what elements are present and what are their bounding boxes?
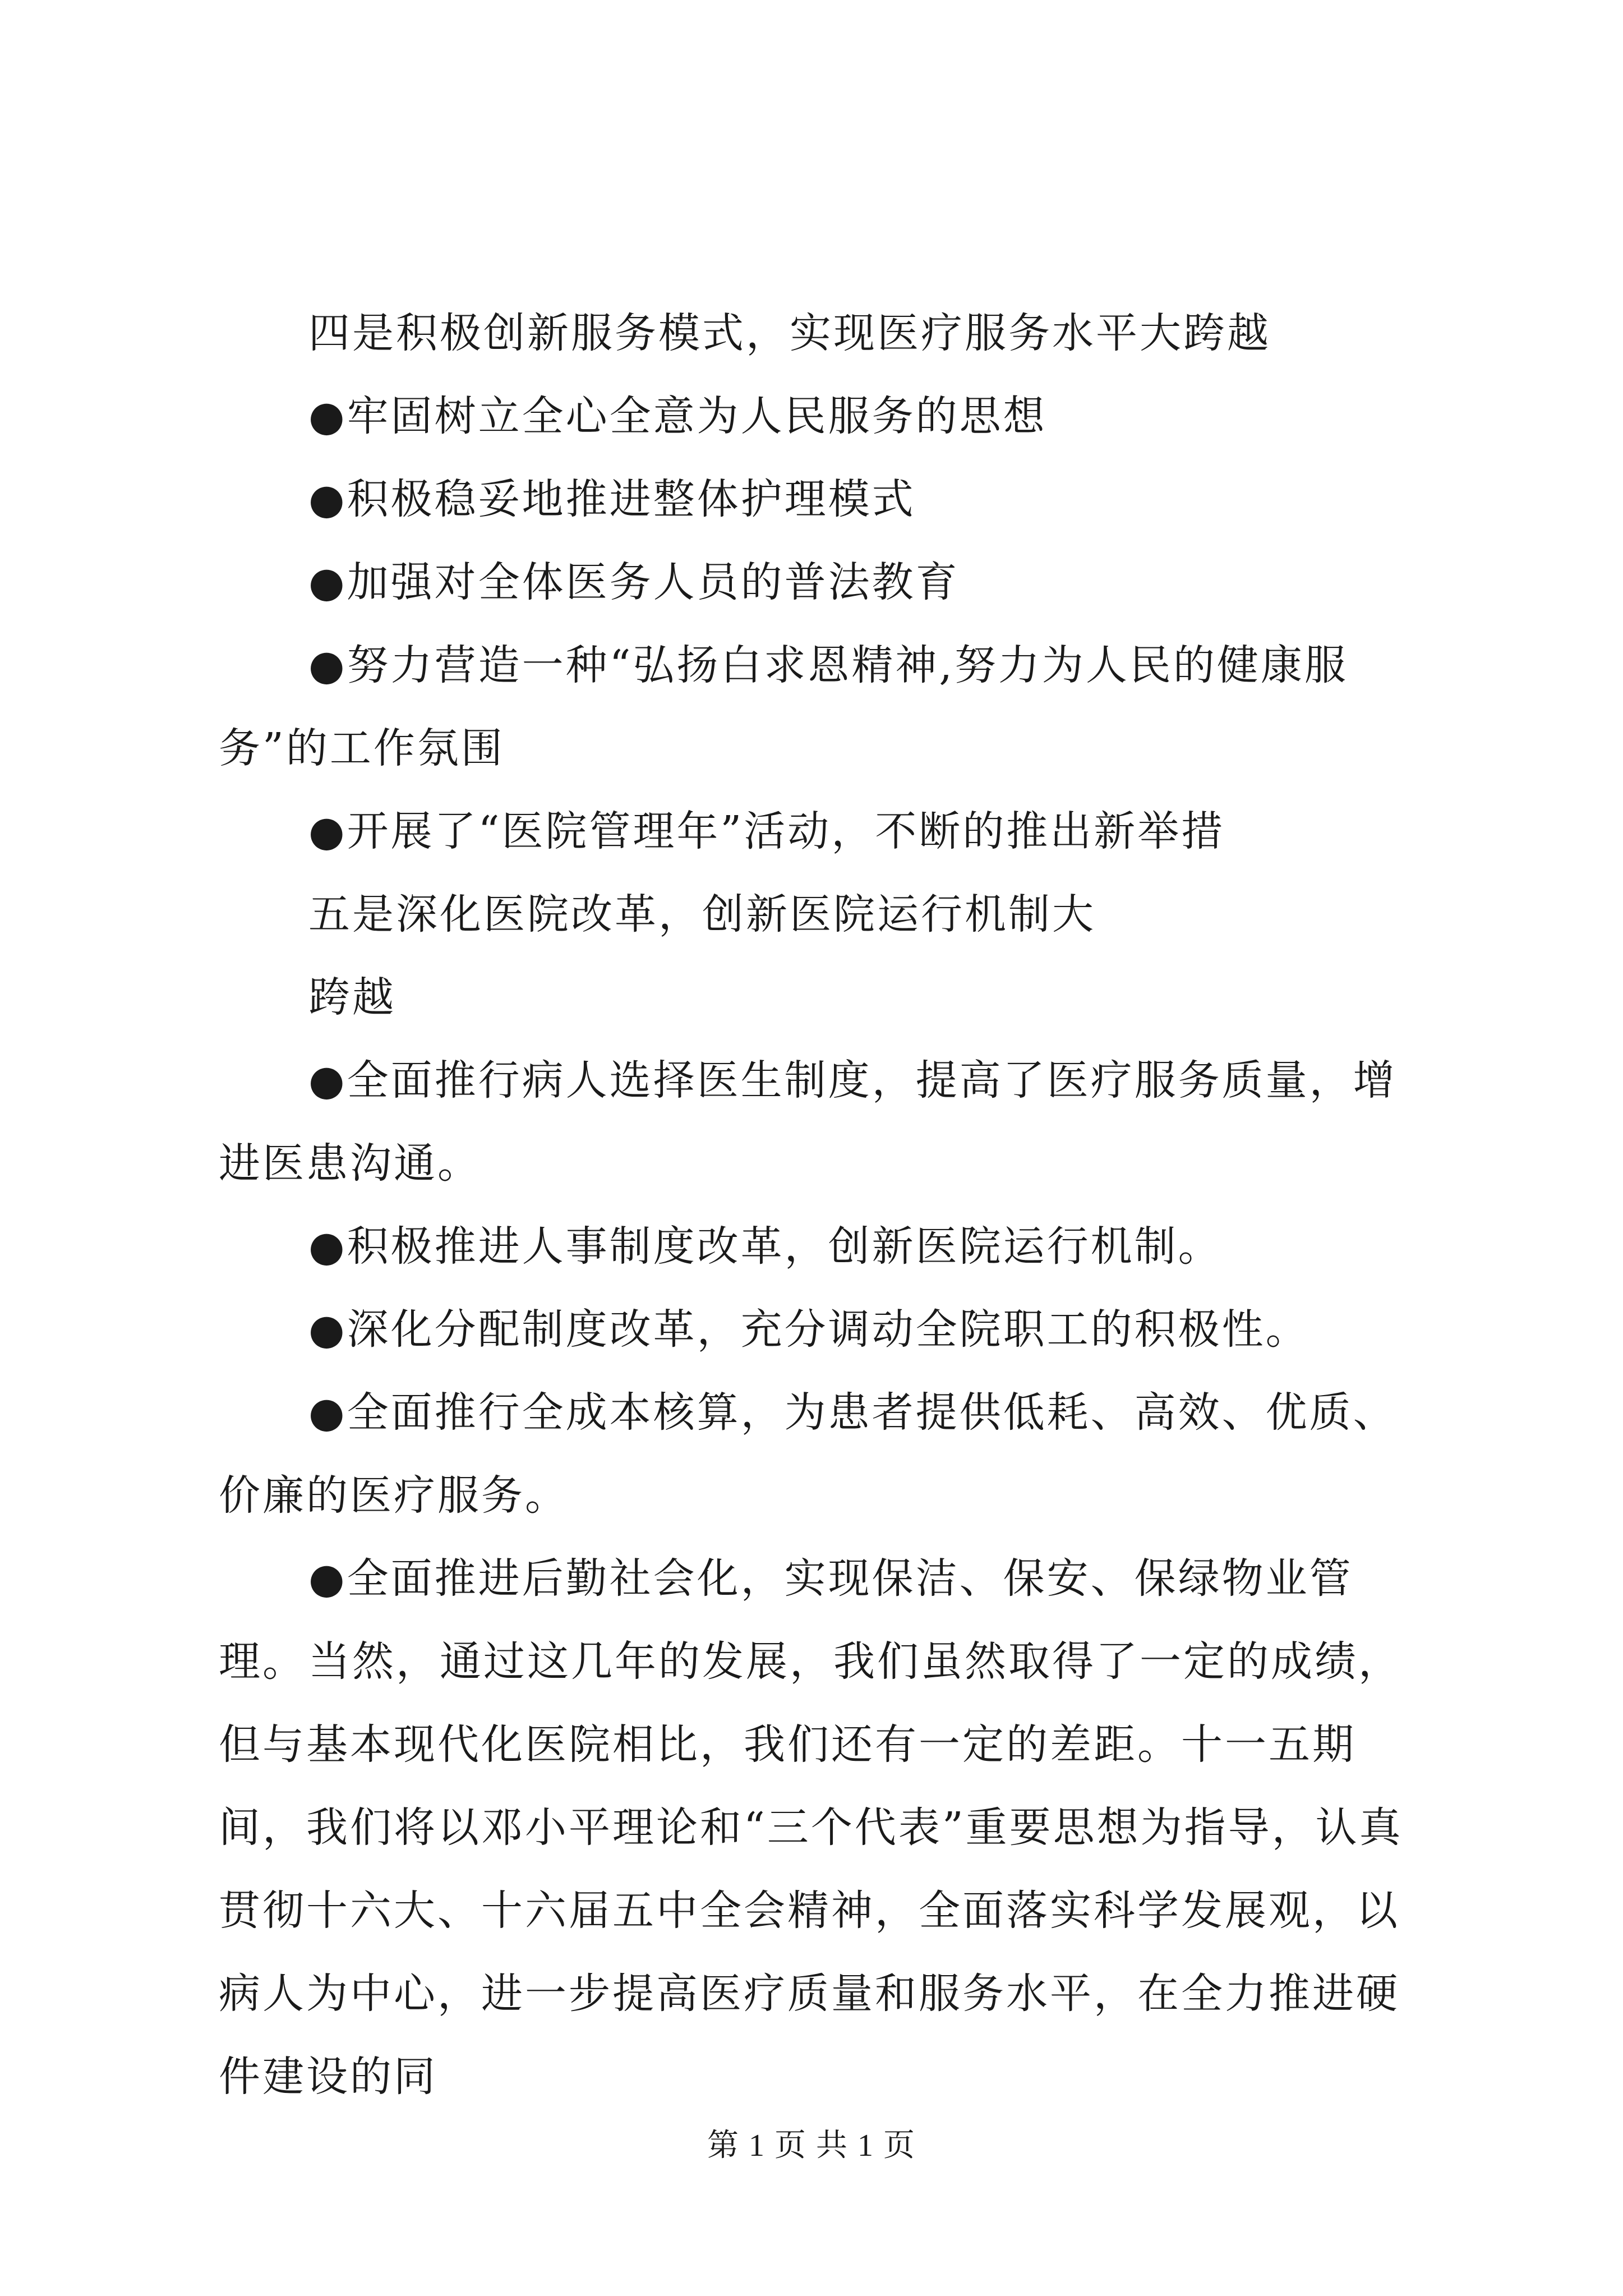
bullet-item: ●深化分配制度改革，充分调动全院职工的积极性。 <box>308 1305 1310 1354</box>
bullet-item: ●全面推行全成本核算，为患者提供低耗、高效、优质、价廉的医疗服务。 <box>219 1388 1397 1520</box>
paragraph-heading-5-cont: 跨越 <box>308 973 396 1022</box>
bullet-item: ●全面推行病人选择医生制度，提高了医疗服务质量，增进医患沟通。 <box>219 1056 1397 1188</box>
paragraph-heading-5: 五是深化医院改革，创新医院运行机制大 <box>308 890 1096 938</box>
body-paragraph: 当然，通过这几年的发展，我们虽然取得了一定的成绩，但与基本现代化医院相比，我们还有一定的差距。十一五期间，我们将以邓小平理论和“三个代表”重要思想为指导，认真贯彻十六大、十六届五中全会精神，全面落实科学发展观，以病人为中心，进一步提高医疗质量和服务水平，在全力推进硬件建设的同 <box>219 1637 1403 2101</box>
bullet-item: ●全面推进后勤社会化，实现保洁、保安、保绿物业管理。 <box>219 1554 1353 1686</box>
bullet-item: ●努力营造一种“弘扬白求恩精神,努力为人民的健康服务”的工作氛围 <box>219 641 1348 772</box>
page-footer: 第 1 页 共 1 页 <box>707 2128 916 2163</box>
bullet-item: ●积极稳妥地推进整体护理模式 <box>308 475 916 523</box>
bullet-item: ●积极推进人事制度改革，创新医院运行机制。 <box>308 1222 1222 1271</box>
paragraph-heading-4: 四是积极创新服务模式，实现医疗服务水平大跨越 <box>308 309 1271 357</box>
bullet-item: ●牢固树立全心全意为人民服务的思想 <box>308 392 1047 440</box>
bullet-item: ●加强对全体医务人员的普法教育 <box>308 558 960 606</box>
bullet-item: ●开展了“医院管理年”活动，不断的推出新举措 <box>308 807 1225 855</box>
